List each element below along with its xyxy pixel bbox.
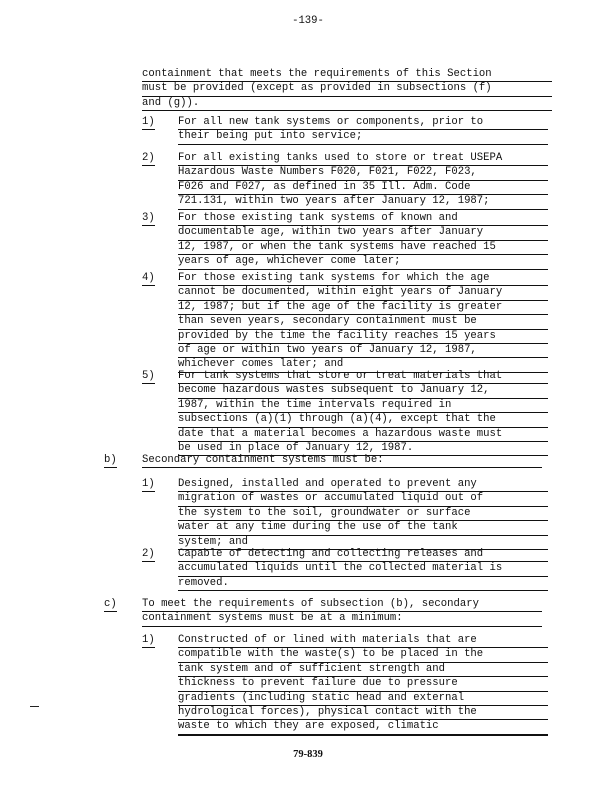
item-label: 2): [142, 152, 155, 166]
text-line: accumulated liquids until the collected material is: [178, 562, 548, 576]
page-number: -139-: [292, 15, 324, 27]
text-line: the system to the soil, groundwater or surface: [178, 507, 548, 521]
text-line: hydrological forces), physical contact with the: [178, 706, 548, 720]
list-item: [178, 548, 548, 591]
text-line: 12, 1987; but if the age of the facility is greater: [178, 301, 548, 315]
text-line: For tank systems that store or treat materials that: [178, 370, 548, 384]
text-line: For all new tank systems or components, prior to: [178, 116, 548, 130]
text-line: be used in place of January 12, 1987.: [178, 442, 548, 456]
text-line: their being put into service;: [178, 130, 548, 144]
text-line: waste to which they are exposed, climatic: [178, 720, 548, 734]
text-line: Constructed of or lined with materials that are: [178, 634, 548, 648]
text-line: Hazardous Waste Numbers F020, F021, F022, F023,: [178, 166, 548, 180]
text-line: tank system and of sufficient strength and: [178, 663, 548, 677]
item-label: 1): [142, 478, 155, 492]
section-label: b): [104, 454, 117, 468]
text-line: For those existing tank systems for which the age: [178, 272, 548, 286]
item-label: 4): [142, 272, 155, 286]
text-line: documentable age, within two years after January: [178, 226, 548, 240]
intro-paragraph: [142, 68, 552, 111]
text-line: For all existing tanks used to store or treat USEPA: [178, 152, 548, 166]
list-item: [178, 370, 548, 456]
text-line: date that a material becomes a hazardous waste must: [178, 428, 548, 442]
text-line: gradients (including static head and external: [178, 692, 548, 706]
text-line: subsections (a)(1) through (a)(4), except that the: [178, 413, 548, 427]
text-line: must be provided (except as provided in subsections (f): [142, 82, 552, 96]
text-line: migration of wastes or accumulated liquid out of: [178, 492, 548, 506]
text-line: [178, 735, 548, 736]
text-line: containment systems must be at a minimum:: [142, 612, 542, 626]
section-heading: [142, 598, 542, 627]
text-line: Designed, installed and operated to prevent any: [178, 478, 548, 492]
text-line: To meet the requirements of subsection (b), secondary: [142, 598, 542, 612]
text-line: provided by the time the facility reaches 15 years: [178, 330, 548, 344]
margin-mark: [30, 706, 39, 707]
text-line: water at any time during the use of the tank: [178, 521, 548, 535]
list-item: [178, 152, 548, 210]
text-line: system; and: [178, 536, 548, 550]
list-item: [178, 478, 548, 550]
text-line: Capable of detecting and collecting releases and: [178, 548, 548, 562]
page-footer: 79-839: [293, 749, 323, 760]
list-item: [178, 212, 548, 270]
text-line: thickness to prevent failure due to pressure: [178, 677, 548, 691]
text-line: and (g)).: [142, 97, 552, 111]
list-item: [178, 634, 548, 736]
text-line: 12, 1987, or when the tank systems have reached 15: [178, 241, 548, 255]
text-line: Secondary containment systems must be:: [142, 454, 542, 468]
text-line: become hazardous wastes subsequent to January 12,: [178, 384, 548, 398]
text-line: F026 and F027, as defined in 35 Ill. Adm. Code: [178, 181, 548, 195]
item-label: 3): [142, 212, 155, 226]
item-label: 5): [142, 370, 155, 384]
item-label: 1): [142, 116, 155, 130]
text-line: containment that meets the requirements of this Section: [142, 68, 552, 82]
text-line: For those existing tank systems of known and: [178, 212, 548, 226]
text-line: compatible with the waste(s) to be placed in the: [178, 648, 548, 662]
text-line: than seven years, secondary containment must be: [178, 315, 548, 329]
text-line: years of age, whichever come later;: [178, 255, 548, 269]
list-item: [178, 116, 548, 145]
text-line: cannot be documented, within eight years of January: [178, 286, 548, 300]
text-line: of age or within two years of January 12, 1987,: [178, 344, 548, 358]
text-line: 721.131, within two years after January 12, 1987;: [178, 195, 548, 209]
item-label: 1): [142, 634, 155, 648]
section-label: c): [104, 598, 117, 612]
text-line: removed.: [178, 577, 548, 591]
text-line: 1987, within the time intervals required in: [178, 399, 548, 413]
section-heading: [142, 454, 542, 468]
item-label: 2): [142, 548, 155, 562]
text-line: whichever comes later; and: [178, 358, 548, 372]
list-item: [178, 272, 548, 373]
